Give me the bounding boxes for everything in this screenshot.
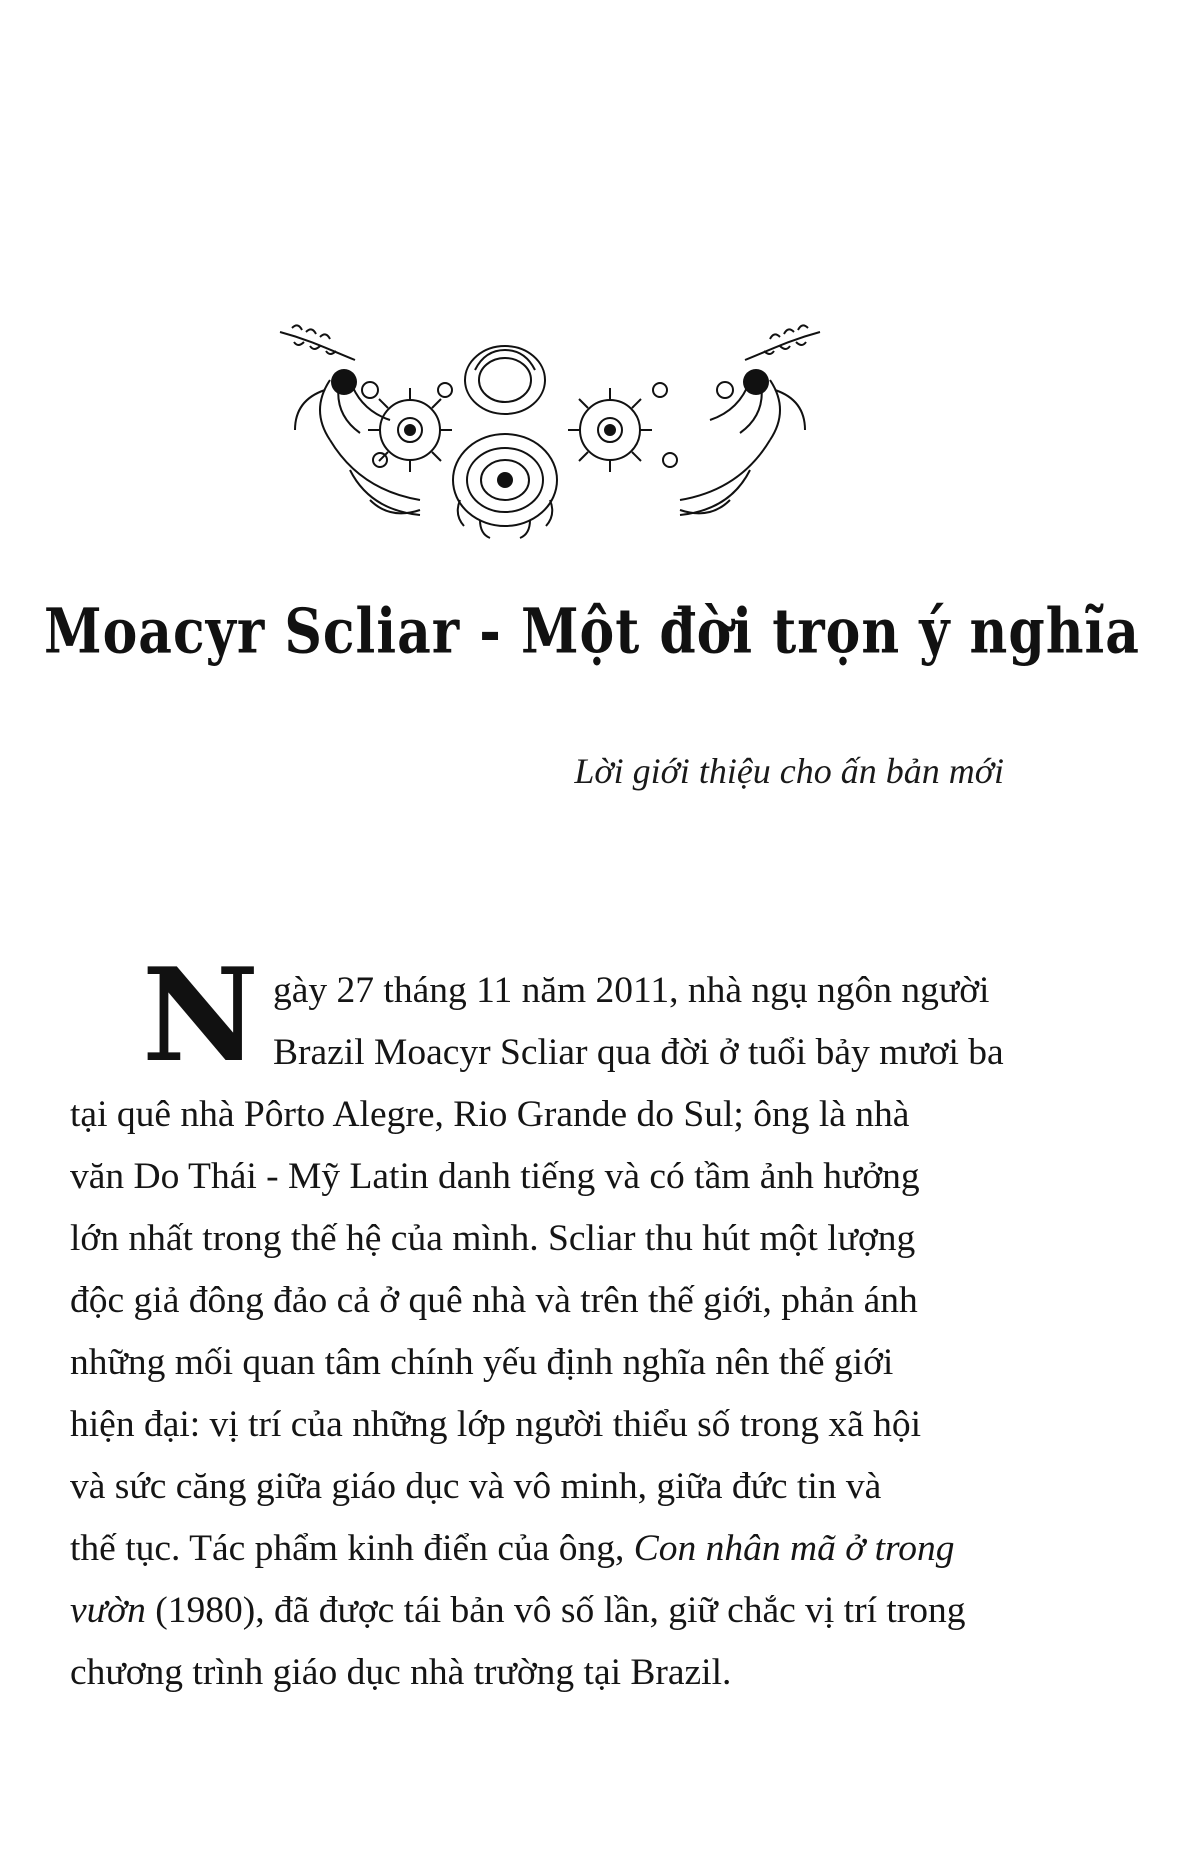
text-line: những mối quan tâm chính yếu định nghĩa nên thế giới: [70, 1342, 894, 1383]
text-line: tại quê nhà Pôrto Alegre, Rio Grande do Sul; ông là nhà: [70, 1094, 910, 1135]
text-fragment: (1980), đã được tái bản vô số lần, giữ chắc vị trí trong: [145, 1590, 966, 1631]
text-fragment: thế tục. Tác phẩm kinh điển của ông,: [70, 1528, 634, 1569]
chapter-title: Moacyr Scliar - Một đời trọn ý nghĩa: [44, 595, 1140, 668]
book-title-italic: Con nhân mã ở trong: [633, 1528, 955, 1569]
text-line: Brazil Moacyr Scliar qua đời ở tuổi bảy mươi ba: [273, 1032, 1004, 1073]
drop-cap: N: [142, 941, 259, 1091]
text-line: và sức căng giữa giáo dục và vô minh, giữa đức tin và: [70, 1466, 882, 1507]
floral-garland-icon: [270, 320, 830, 560]
chapter-subtitle: Lời giới thiệu cho ấn bản mới: [574, 751, 1004, 791]
text-line: độc giả đông đảo cả ở quê nhà và trên thế giới, phản ánh: [70, 1280, 918, 1321]
text-line: [70, 1580, 1020, 1642]
text-line: [70, 1518, 1020, 1580]
book-title-italic: vườn: [70, 1590, 146, 1631]
text-line: văn Do Thái - Mỹ Latin danh tiếng và có tầm ảnh hưởng: [70, 1156, 920, 1197]
text-line: chương trình giáo dục nhà trường tại Brazil.: [70, 1652, 732, 1693]
text-line: hiện đại: vị trí của những lớp người thiểu số trong xã hội: [70, 1404, 922, 1445]
text-line: gày 27 tháng 11 năm 2011, nhà ngụ ngôn người: [273, 970, 990, 1011]
body-paragraph: [70, 941, 1020, 1704]
text-line: lớn nhất trong thế hệ của mình. Scliar thu hút một lượng: [70, 1218, 916, 1259]
